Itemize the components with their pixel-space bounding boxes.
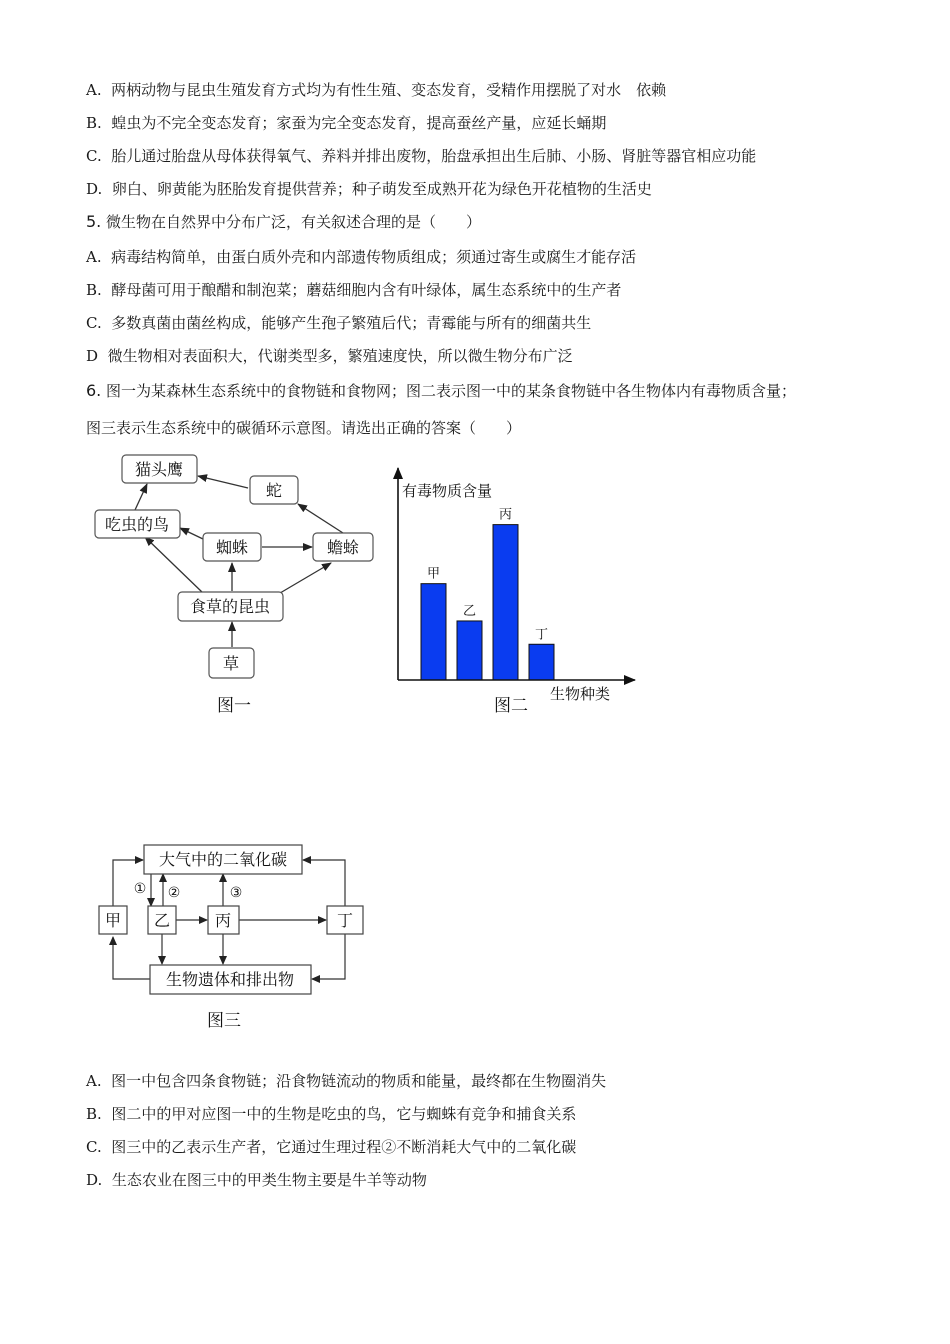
question-text: 图一为某森林生态系统中的食物链和食物网；图二表示图一中的某条食物链中各生物体内有毒物质含量； (106, 382, 797, 400)
option-text: 卵白、卵黄能为胚胎发育提供营养；种子萌发至成熟开花为绿色开花植物的生活史 (111, 180, 652, 198)
figure-3-carbon-cycle (90, 838, 380, 1038)
option-letter: B. (86, 281, 102, 299)
q6-option-d (86, 1170, 427, 1190)
process-1-label: ① (133, 881, 147, 897)
node-insect-eating-bird: 吃虫的鸟 (104, 515, 170, 534)
bar-label-4: 丁 (534, 627, 549, 643)
option-letter: A. (86, 81, 102, 99)
bar-4 (529, 644, 554, 680)
figure-3-caption: 图三 (207, 1011, 241, 1031)
option-letter: C. (86, 314, 102, 332)
node-snake: 蛇 (265, 481, 283, 500)
option-letter: B. (86, 114, 102, 132)
figure-2-bar-chart (380, 448, 650, 723)
figure-1-caption: 图一 (217, 696, 251, 716)
option-text: 图一中包含四条食物链；沿食物链流动的物质和能量，最终都在生物圈消失 (111, 1072, 607, 1090)
option-letter: A. (86, 248, 102, 266)
node-remains-and-excreta: 生物遗体和排出物 (165, 970, 295, 989)
option-text: 胎儿通过胎盘从母体获得氧气、养料并排出废物，胎盘承担出生后肺、小肠、肾脏等器官相应功能 (111, 147, 757, 165)
q5-option-a (86, 247, 636, 267)
chart-bars (421, 508, 554, 680)
node-yi: 乙 (153, 911, 171, 930)
q5-option-c (86, 313, 591, 333)
node-jia: 甲 (104, 911, 122, 930)
q4-option-d (86, 179, 652, 199)
q6-stem-line1 (86, 381, 796, 401)
option-letter: D. (86, 180, 103, 198)
node-atmospheric-co2: 大气中的二氧化碳 (158, 850, 288, 869)
option-text: 图三中的乙表示生产者，它通过生理过程②不断消耗大气中的二氧化碳 (111, 1138, 577, 1156)
figure-2-caption: 图二 (494, 696, 528, 716)
q5-option-d (86, 346, 573, 366)
bar-label-1: 甲 (426, 566, 441, 582)
node-owl: 猫头鹰 (134, 460, 184, 479)
q6-option-b (86, 1104, 576, 1124)
question-text: 微生物在自然界中分布广泛，有关叙述合理的是（ ） (106, 213, 482, 231)
q5-option-b (86, 280, 621, 300)
q4-option-b (86, 113, 606, 133)
option-text: 酵母菌可用于酿醋和制泡菜；蘑菇细胞内含有叶绿体，属生态系统中的生产者 (111, 281, 622, 299)
figure-1-food-web (85, 448, 385, 723)
question-number: 5. (86, 212, 102, 231)
y-axis-label: 有毒物质含量 (402, 482, 493, 500)
q6-option-c (86, 1137, 576, 1157)
option-text: 病毒结构简单，由蛋白质外壳和内部遗传物质组成；须通过寄生或腐生才能存活 (111, 248, 637, 266)
option-text: 图二中的甲对应图一中的生物是吃虫的鸟，它与蜘蛛有竞争和捕食关系 (111, 1105, 577, 1123)
node-bing: 丙 (214, 911, 232, 930)
process-2-label: ② (167, 885, 181, 901)
process-3-label: ③ (229, 885, 243, 901)
option-text: 蝗虫为不完全变态发育；家蚕为完全变态发育，提高蚕丝产量，应延长蛹期 (111, 114, 607, 132)
q6-option-a (86, 1071, 606, 1091)
bar-2 (457, 621, 482, 680)
bar-1 (421, 584, 446, 680)
bar-label-3: 丙 (498, 507, 513, 523)
option-text: 两柄动物与昆虫生殖发育方式均为有性生殖、变态发育，受精作用摆脱了对水 依赖 (111, 81, 667, 99)
option-letter: C. (86, 147, 102, 165)
node-grass: 草 (222, 654, 240, 673)
node-herbivorous-insect: 食草的昆虫 (189, 597, 271, 616)
q5-stem (86, 212, 481, 232)
option-letter: B. (86, 1105, 102, 1123)
node-spider: 蜘蛛 (215, 538, 249, 557)
option-letter: D (86, 347, 99, 365)
node-toad: 蟾蜍 (326, 538, 360, 557)
q4-option-a (86, 80, 666, 100)
option-letter: C. (86, 1138, 102, 1156)
x-axis-label: 生物种类 (550, 685, 611, 703)
option-letter: D. (86, 1171, 103, 1189)
q6-stem-line2 (86, 418, 521, 438)
option-letter: A. (86, 1072, 102, 1090)
q4-option-c (86, 146, 756, 166)
option-text: 多数真菌由菌丝构成，能够产生孢子繁殖后代；青霉能与所有的细菌共生 (111, 314, 592, 332)
bar-3 (493, 525, 518, 680)
question-text: 图三表示生态系统中的碳循环示意图。请选出正确的答案（ ） (86, 419, 522, 437)
option-text: 微生物相对表面积大，代谢类型多，繁殖速度快，所以微生物分布广泛 (107, 347, 573, 365)
node-ding: 丁 (336, 911, 354, 930)
bar-label-2: 乙 (462, 603, 477, 619)
option-text: 生态农业在图三中的甲类生物主要是牛羊等动物 (111, 1171, 427, 1189)
question-number: 6. (86, 381, 102, 400)
